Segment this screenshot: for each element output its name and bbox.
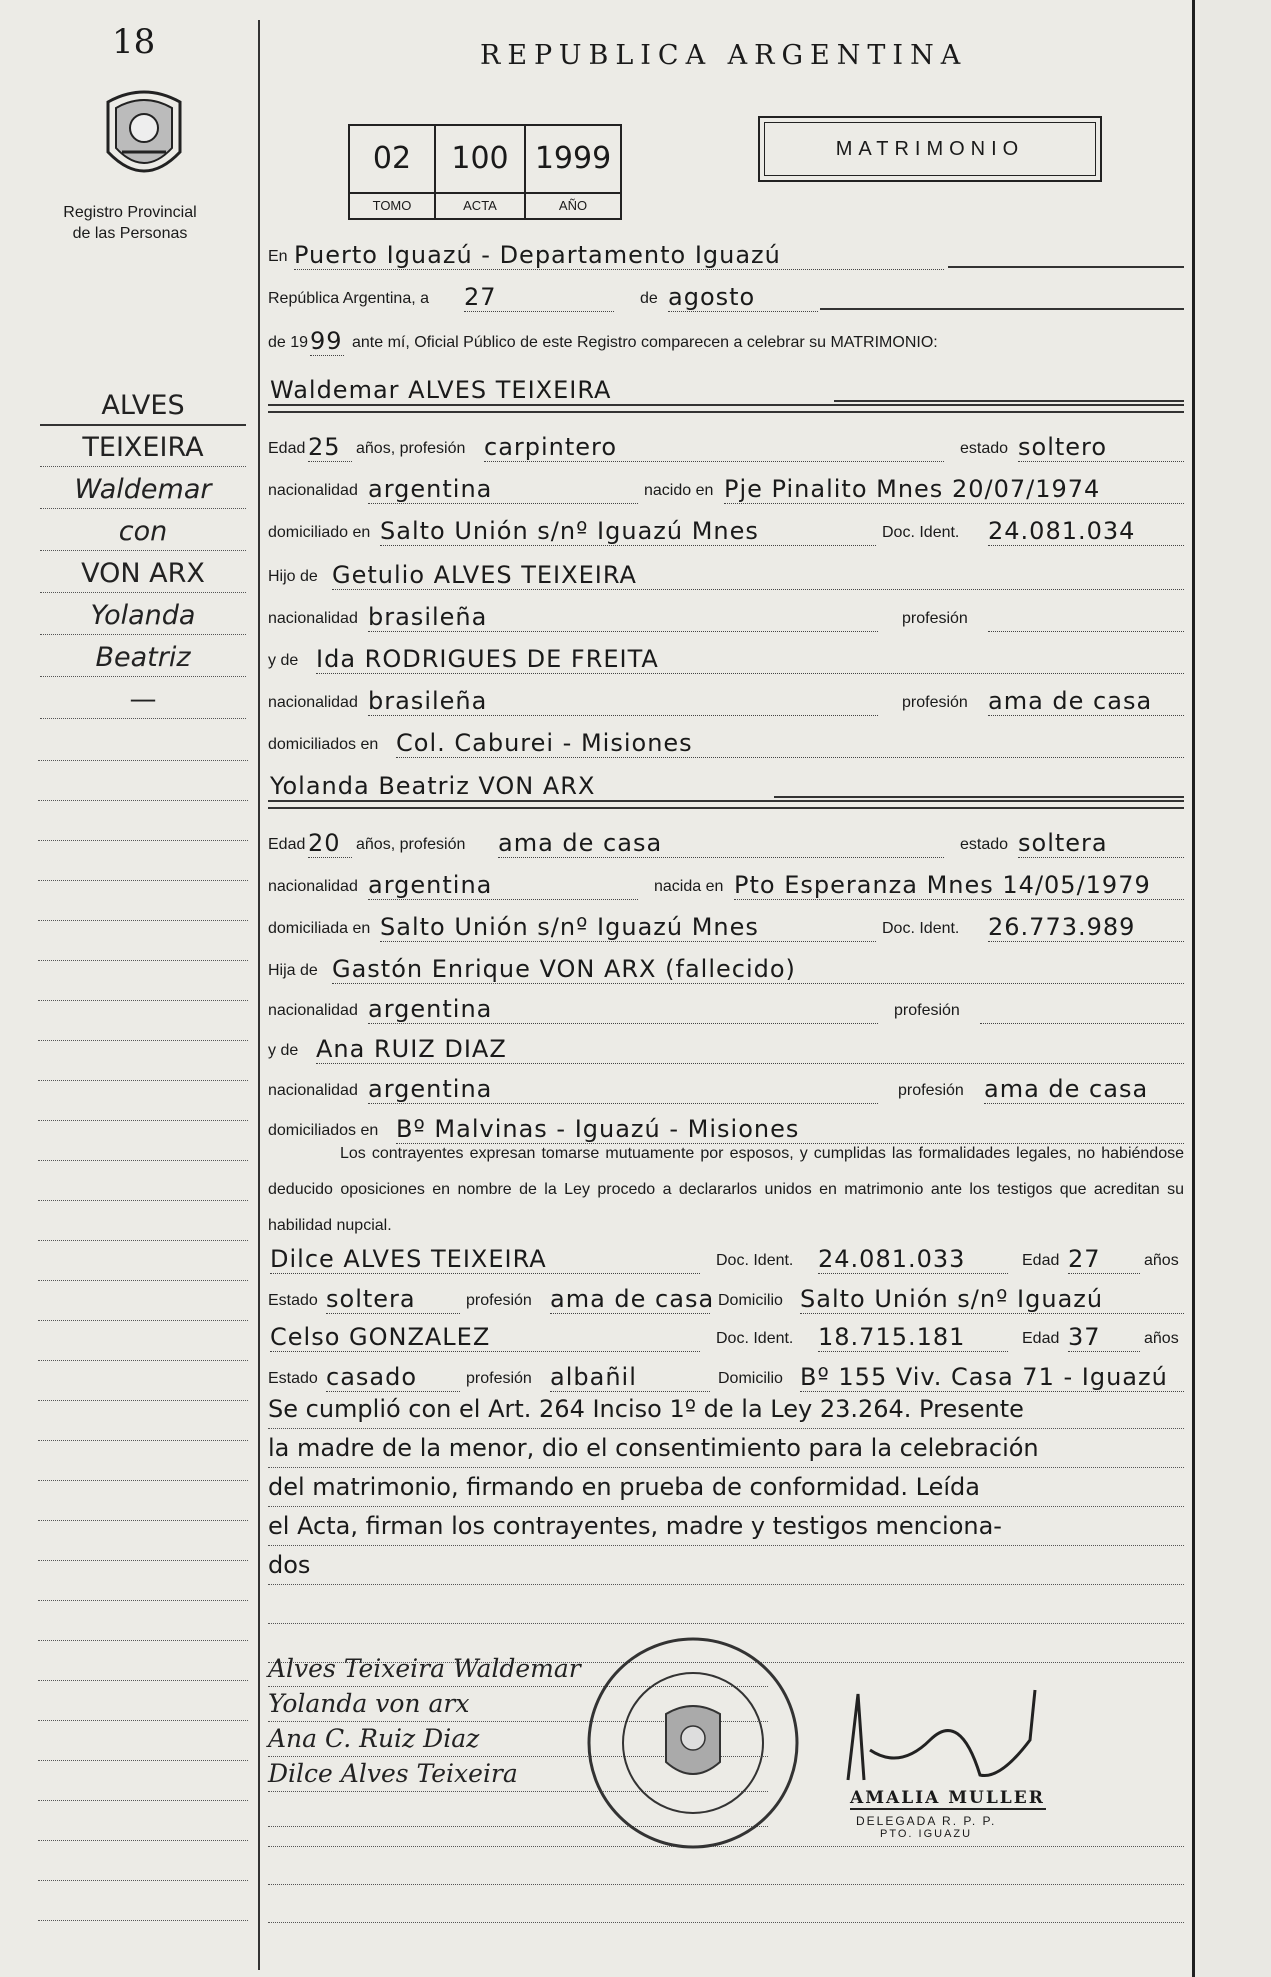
hijo-label: Hijo de	[268, 568, 318, 585]
witness-2-details-row	[268, 1358, 1184, 1392]
margin-surname-3: VON ARX	[40, 556, 246, 593]
groom-father-nationality: brasileña	[368, 603, 878, 632]
ruled-line	[38, 1320, 248, 1321]
estado-label: Estado	[268, 1292, 318, 1309]
ruled-line	[38, 1760, 248, 1761]
profesion-label: profesión	[898, 1082, 964, 1099]
note-line: la madre de la menor, dio el consentimiento para la celebración	[268, 1429, 1184, 1468]
witness-2-address: Bº 155 Viv. Casa 71 - Iguazú	[800, 1363, 1184, 1392]
groom-name: Waldemar ALVES TEIXEIRA	[270, 376, 612, 404]
ruled-line	[38, 1280, 248, 1281]
ruled-line	[38, 1360, 248, 1361]
witness-1-estado: soltera	[326, 1285, 460, 1314]
groom-profession: carpintero	[484, 433, 944, 462]
bride-doc: 26.773.989	[988, 913, 1184, 942]
doc-ident-label: Doc. Ident.	[882, 920, 960, 937]
bride-name-row	[268, 766, 1184, 800]
witness-1-details-row	[268, 1280, 1184, 1314]
month-value: agosto	[668, 283, 818, 312]
en-label: En	[268, 248, 288, 265]
ruled-line	[38, 1520, 248, 1521]
groom-parents-address-row	[268, 724, 1184, 758]
edad-label: Edad	[1022, 1252, 1060, 1269]
ruled-line	[38, 1200, 248, 1201]
anos-profesion-label: años, profesión	[356, 836, 466, 853]
witness-1-age: 27	[1068, 1245, 1140, 1274]
witness-1-row	[268, 1240, 1184, 1274]
fill-line	[948, 266, 1184, 268]
groom-mother-row	[268, 640, 1184, 674]
anos-label: años	[1144, 1330, 1179, 1347]
hija-label: Hija de	[268, 962, 318, 979]
ruled-line	[38, 1400, 248, 1401]
bride-address-row	[268, 908, 1184, 942]
ruled-line	[38, 920, 248, 921]
ruled-line	[38, 800, 248, 801]
groom-father-row	[268, 556, 1184, 590]
ruled-line	[38, 1840, 248, 1841]
page-number: 18	[112, 22, 156, 62]
witness-2-age: 37	[1068, 1323, 1140, 1352]
ruled-line	[38, 1800, 248, 1801]
signature-mother: Ana C. Ruiz Diaz	[268, 1722, 768, 1757]
bride-estado: soltera	[1018, 829, 1184, 858]
republica-label: República Argentina, a	[268, 290, 429, 307]
bride-nationality-row	[268, 866, 1184, 900]
bride-mother-profession: ama de casa	[984, 1075, 1184, 1104]
nacionalidad-label: nacionalidad	[268, 1082, 358, 1099]
registry-seal-icon	[98, 82, 190, 192]
double-rule	[268, 800, 1184, 809]
groom-father-profession	[988, 631, 1184, 632]
note-line: el Acta, firman los contrayentes, madre y testigos menciona-	[268, 1507, 1184, 1546]
nacionalidad-label: nacionalidad	[268, 482, 358, 499]
notes-block	[268, 1390, 1184, 1663]
place-value: Puerto Iguazú - Departamento Iguazú	[294, 241, 944, 270]
doc-ident-label: Doc. Ident.	[882, 524, 960, 541]
record-number-box	[348, 124, 622, 220]
edad-label: Edad	[268, 440, 306, 457]
intro-date-row	[268, 278, 1184, 312]
witness-1-profession: ama de casa	[550, 1285, 715, 1313]
ruled-line	[38, 880, 248, 881]
profesion-label: profesión	[894, 1002, 960, 1019]
ano-value: 1999	[534, 141, 612, 176]
official-signature-icon	[840, 1680, 1050, 1790]
y-de-label: y de	[268, 1042, 299, 1059]
fill-line	[820, 308, 1184, 310]
bride-profession: ama de casa	[498, 829, 944, 858]
groom-name-row	[268, 370, 1184, 404]
country-title: REPUBLICA ARGENTINA	[480, 40, 968, 71]
anos-label: años	[1144, 1252, 1179, 1269]
groom-age: 25	[308, 433, 352, 462]
bride-mother-nationality: argentina	[368, 1075, 878, 1104]
fill-line	[834, 400, 1184, 402]
domicilio-label: Domicilio	[718, 1292, 783, 1309]
fill-line	[774, 796, 1184, 798]
witness-1-name: Dilce ALVES TEIXEIRA	[270, 1245, 700, 1274]
groom-mother-nationality: brasileña	[368, 687, 878, 716]
doc-ident-label: Doc. Ident.	[716, 1252, 794, 1269]
ruled-line	[38, 960, 248, 961]
groom-mother-profession: ama de casa	[988, 687, 1184, 716]
bride-nationality: argentina	[368, 871, 638, 900]
official-title: DELEGADA R. P. P.	[856, 1814, 997, 1828]
ruled-line	[38, 1920, 248, 1921]
intro-year-row	[268, 322, 1184, 356]
ruled-line	[38, 1680, 248, 1681]
ruled-line	[38, 1720, 248, 1721]
witness-2-profession: albañil	[550, 1363, 710, 1392]
groom-age-row	[268, 428, 1184, 462]
y-de-label: y de	[268, 652, 299, 669]
bride-age: 20	[308, 829, 352, 858]
profesion-label: profesión	[902, 610, 968, 627]
margin-given-3: Beatriz	[40, 640, 246, 677]
margin-given-2: Yolanda	[40, 598, 246, 635]
note-line	[268, 1585, 1184, 1624]
groom-mother-nationality-row	[268, 682, 1184, 716]
ruled-line	[38, 1040, 248, 1041]
groom-mother: Ida RODRIGUES DE FREITA	[316, 645, 1184, 674]
ruled-line	[38, 1000, 248, 1001]
bride-father-nationality: argentina	[368, 995, 878, 1024]
ruled-line	[38, 1480, 248, 1481]
de-label: de	[640, 290, 658, 307]
witness-2-row	[268, 1318, 1184, 1352]
estado-label: estado	[960, 440, 1009, 457]
groom-nationality-row	[268, 470, 1184, 504]
declaration-text: Los contrayentes expresan tomarse mutuamente por esposos, y cumplidas las formalidades legales, no habiéndose deducido oposiciones en nombre de la Ley procedo a declararlos unidos en matrimonio ante los testigos que acreditan su habilidad nupcial.	[268, 1145, 1184, 1234]
groom-address: Salto Unión s/nº Iguazú Mnes	[380, 517, 876, 546]
groom-estado: soltero	[1018, 433, 1184, 462]
bride-mother-row	[268, 1030, 1184, 1064]
profesion-label: profesión	[902, 694, 968, 711]
profesion-label: profesión	[466, 1292, 532, 1309]
ruled-line	[38, 840, 248, 841]
bride-address: Salto Unión s/nº Iguazú Mnes	[380, 913, 876, 942]
edad-label: Edad	[268, 836, 306, 853]
groom-address-row	[268, 512, 1184, 546]
acta-label: ACTA	[436, 192, 526, 218]
ruled-line	[268, 1884, 1184, 1885]
bride-name: Yolanda Beatriz VON ARX	[270, 772, 596, 800]
nacionalidad-label: nacionalidad	[268, 610, 358, 627]
margin-surname-2: TEIXEIRA	[40, 430, 246, 467]
nacido-label: nacido en	[644, 482, 714, 499]
double-rule	[268, 404, 1184, 413]
domiciliados-label: domiciliados en	[268, 1122, 379, 1139]
note-line: dos	[268, 1546, 1184, 1585]
groom-father: Getulio ALVES TEIXEIRA	[332, 561, 1184, 590]
page-edge	[1192, 0, 1195, 1977]
year-prefix: de 19	[268, 334, 309, 351]
ruled-line	[38, 1440, 248, 1441]
signature-bride: Yolanda von arx	[268, 1687, 768, 1722]
registry-line-1: Registro Provincial	[63, 204, 197, 221]
domiciliado-label: domiciliado en	[268, 524, 371, 541]
ruled-line	[268, 1922, 1184, 1923]
day-value: 27	[464, 283, 614, 312]
margin-surname-1: ALVES	[40, 388, 246, 426]
domiciliada-label: domiciliada en	[268, 920, 371, 937]
statement: ante mí, Oficial Público de este Registro comparecen a celebrar su MATRIMONIO:	[352, 334, 938, 351]
nacionalidad-label: nacionalidad	[268, 694, 358, 711]
official-place: PTO. IGUAZU	[880, 1828, 973, 1840]
bride-birth: Pto Esperanza Mnes 14/05/1979	[734, 871, 1184, 900]
bride-mother: Ana RUIZ DIAZ	[316, 1035, 1184, 1064]
ruled-line	[38, 760, 248, 761]
witness-1-doc: 24.081.033	[818, 1245, 1008, 1274]
groom-doc: 24.081.034	[988, 517, 1184, 546]
witness-2-estado: casado	[326, 1363, 460, 1392]
margin-con: con	[40, 514, 246, 551]
tomo-value: 02	[350, 126, 436, 192]
note-line: Se cumplió con el Art. 264 Inciso 1º de la Ley 23.264. Presente	[268, 1390, 1184, 1429]
ruled-line	[38, 1240, 248, 1241]
margin-divider	[258, 20, 260, 1970]
registry-name	[40, 202, 220, 244]
official-stamp-icon	[584, 1634, 802, 1852]
record-type: MATRIMONIO	[764, 122, 1096, 176]
official-signature-block	[840, 1680, 1050, 1840]
intro-place-row	[268, 236, 1184, 270]
groom-nationality: argentina	[368, 475, 638, 504]
note-line: del matrimonio, firmando en prueba de conformidad. Leída	[268, 1468, 1184, 1507]
groom-parents-address: Col. Caburei - Misiones	[396, 729, 1184, 758]
domiciliados-label: domiciliados en	[268, 736, 379, 753]
nacionalidad-label: nacionalidad	[268, 1002, 358, 1019]
bride-father-row	[268, 950, 1184, 984]
doc-ident-label: Doc. Ident.	[716, 1330, 794, 1347]
signature-witness: Dilce Alves Teixeira	[268, 1757, 768, 1792]
witness-1-address: Salto Unión s/nº Iguazú	[800, 1285, 1184, 1314]
witness-2-doc: 18.715.181	[818, 1323, 1008, 1352]
estado-label: Estado	[268, 1370, 318, 1387]
bride-father-nationality-row	[268, 990, 1184, 1024]
estado-label: estado	[960, 836, 1009, 853]
edad-label: Edad	[1022, 1330, 1060, 1347]
year-suffix: 99	[310, 327, 343, 355]
tomo-label: TOMO	[350, 192, 436, 218]
profesion-label: profesión	[466, 1370, 532, 1387]
ruled-line	[38, 1560, 248, 1561]
bride-mother-nationality-row	[268, 1070, 1184, 1104]
ano-label: AÑO	[526, 192, 620, 218]
bride-father: Gastón Enrique VON ARX (fallecido)	[332, 955, 1184, 984]
ruled-line	[38, 1880, 248, 1881]
witness-2-name: Celso GONZALEZ	[270, 1323, 700, 1352]
ruled-line	[38, 1600, 248, 1601]
record-type-box	[758, 116, 1102, 182]
ruled-line	[38, 1160, 248, 1161]
margin-dash: —	[40, 682, 246, 719]
signature-groom: Alves Teixeira Waldemar	[268, 1652, 768, 1687]
ruled-line	[38, 1640, 248, 1641]
ruled-line	[38, 1080, 248, 1081]
nacida-label: nacida en	[654, 878, 724, 895]
domicilio-label: Domicilio	[718, 1370, 783, 1387]
ruled-line	[38, 1120, 248, 1121]
margin-given-1: Waldemar	[40, 472, 246, 509]
acta-value: 100	[436, 126, 526, 192]
bride-parents-address: Bº Malvinas - Iguazú - Misiones	[396, 1115, 1184, 1144]
groom-birth: Pje Pinalito Mnes 20/07/1974	[724, 475, 1184, 504]
groom-father-nationality-row	[268, 598, 1184, 632]
registry-line-2: de las Personas	[72, 225, 188, 242]
bride-age-row	[268, 824, 1184, 858]
nacionalidad-label: nacionalidad	[268, 878, 358, 895]
bride-father-profession	[980, 1023, 1184, 1024]
anos-profesion-label: años, profesión	[356, 440, 466, 457]
official-name: AMALIA MULLER	[850, 1788, 1045, 1808]
